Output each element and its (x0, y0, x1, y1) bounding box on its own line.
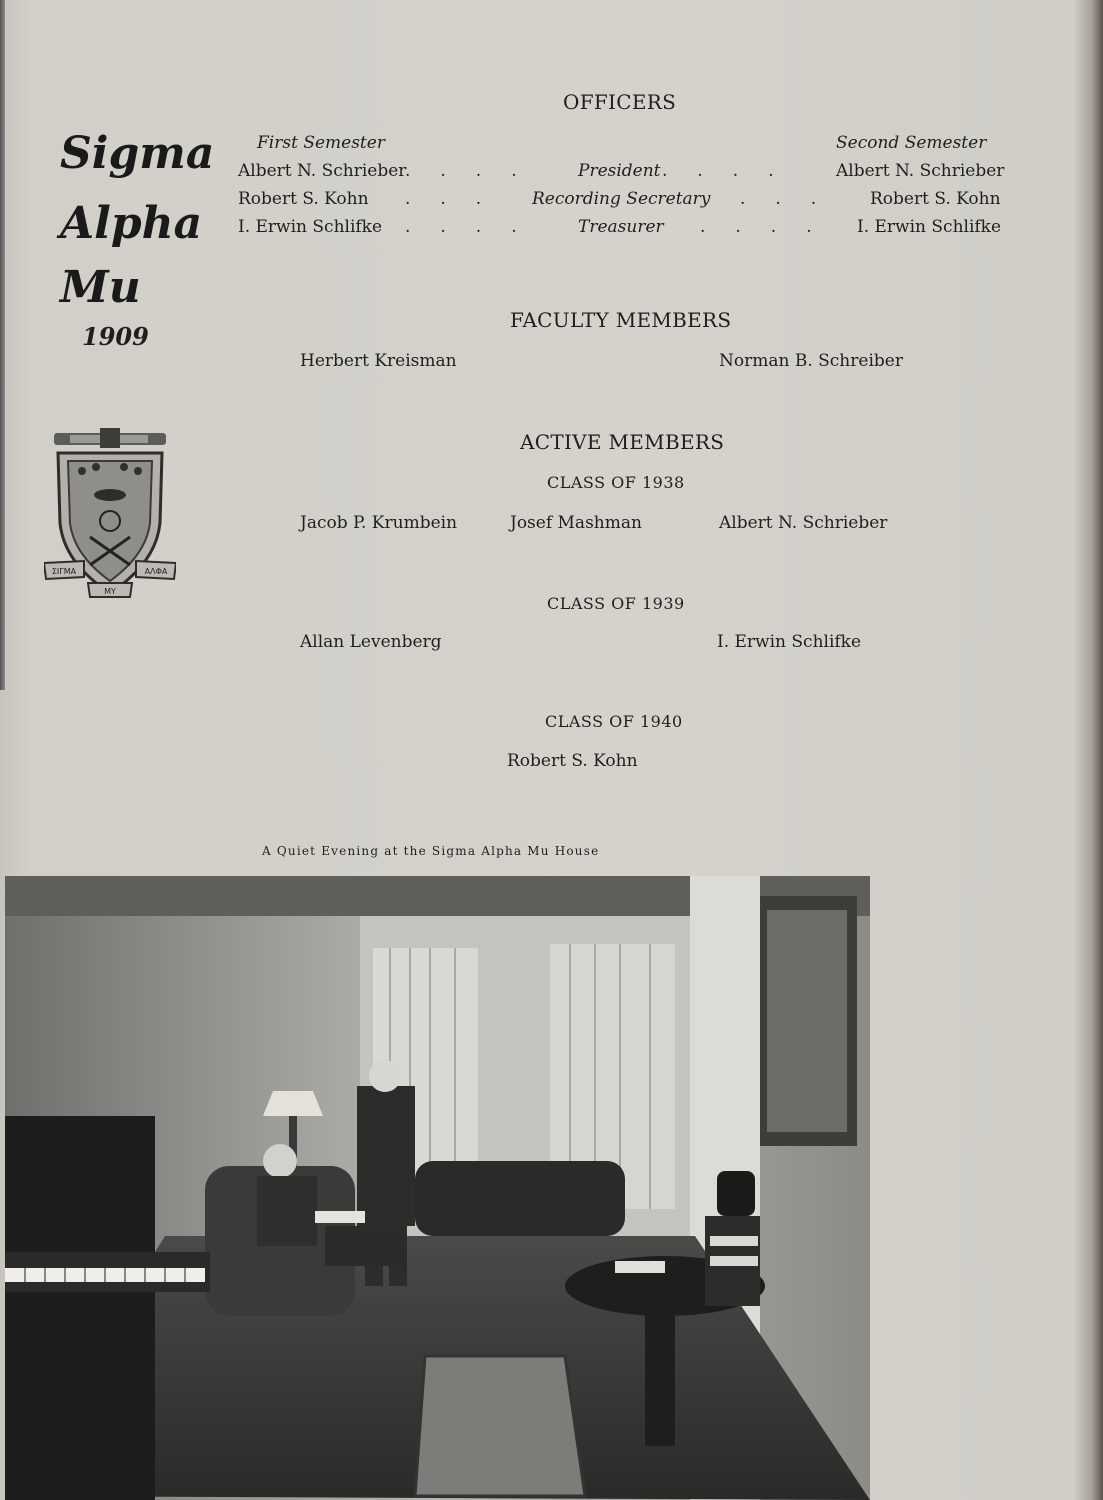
member-1938: Josef Mashman (510, 513, 642, 533)
leader-dots: .... (700, 217, 842, 237)
photo-caption: A Quiet Evening at the Sigma Alpha Mu House (262, 844, 600, 858)
founded-year: 1909 (82, 322, 149, 351)
first-semester-label: First Semester (257, 133, 385, 153)
member-1939: I. Erwin Schlifke (717, 632, 862, 652)
office-president: President (578, 161, 661, 181)
faculty-member: Norman B. Schreiber (719, 351, 903, 371)
second-semester-label: Second Semester (836, 133, 987, 153)
officer-second-treasurer: I. Erwin Schlifke (857, 217, 1002, 237)
title-mu: Mu (60, 262, 141, 313)
class-1938-label: CLASS OF 1938 (547, 473, 685, 492)
crest-banner-right: ΑΛΦΑ (144, 567, 168, 576)
leader-dots: ... (405, 189, 512, 209)
office-treasurer: Treasurer (578, 217, 664, 237)
faculty-member: Herbert Kreisman (300, 351, 457, 371)
officer-first-president: Albert N. Schrieber (238, 161, 407, 181)
crest-banner-left: ΣΙΓΜΑ (51, 567, 77, 576)
fraternity-crest-icon (44, 425, 176, 605)
member-1940: Robert S. Kohn (507, 751, 638, 771)
faculty-heading: FACULTY MEMBERS (510, 308, 732, 332)
class-1939-label: CLASS OF 1939 (547, 594, 685, 613)
active-heading: ACTIVE MEMBERS (520, 430, 725, 454)
officers-heading: OFFICERS (563, 90, 677, 114)
title-alpha: Alpha (60, 198, 203, 249)
crest-banner-bottom: ΜΥ (104, 587, 116, 596)
title-sigma: Sigma (60, 128, 215, 179)
leader-dots: .... (405, 217, 547, 237)
officer-first-secretary: Robert S. Kohn (238, 189, 369, 209)
officer-first-treasurer: I. Erwin Schlifke (238, 217, 383, 237)
officer-second-secretary: Robert S. Kohn (870, 189, 1001, 209)
binding-edge (0, 0, 5, 690)
member-1938: Jacob P. Krumbein (300, 513, 458, 533)
leader-dots: ... (740, 189, 847, 209)
leader-dots: .... (662, 161, 804, 181)
class-1940-label: CLASS OF 1940 (545, 712, 683, 731)
leader-dots: .... (405, 161, 547, 181)
office-recording-secretary: Recording Secretary (532, 189, 711, 209)
room-photo-image (5, 876, 870, 1500)
page-edge (1075, 0, 1103, 1500)
member-1938: Albert N. Schrieber (719, 513, 888, 533)
officer-second-president: Albert N. Schrieber (836, 161, 1005, 181)
room-photograph (5, 876, 870, 1500)
member-1939: Allan Levenberg (300, 632, 442, 652)
